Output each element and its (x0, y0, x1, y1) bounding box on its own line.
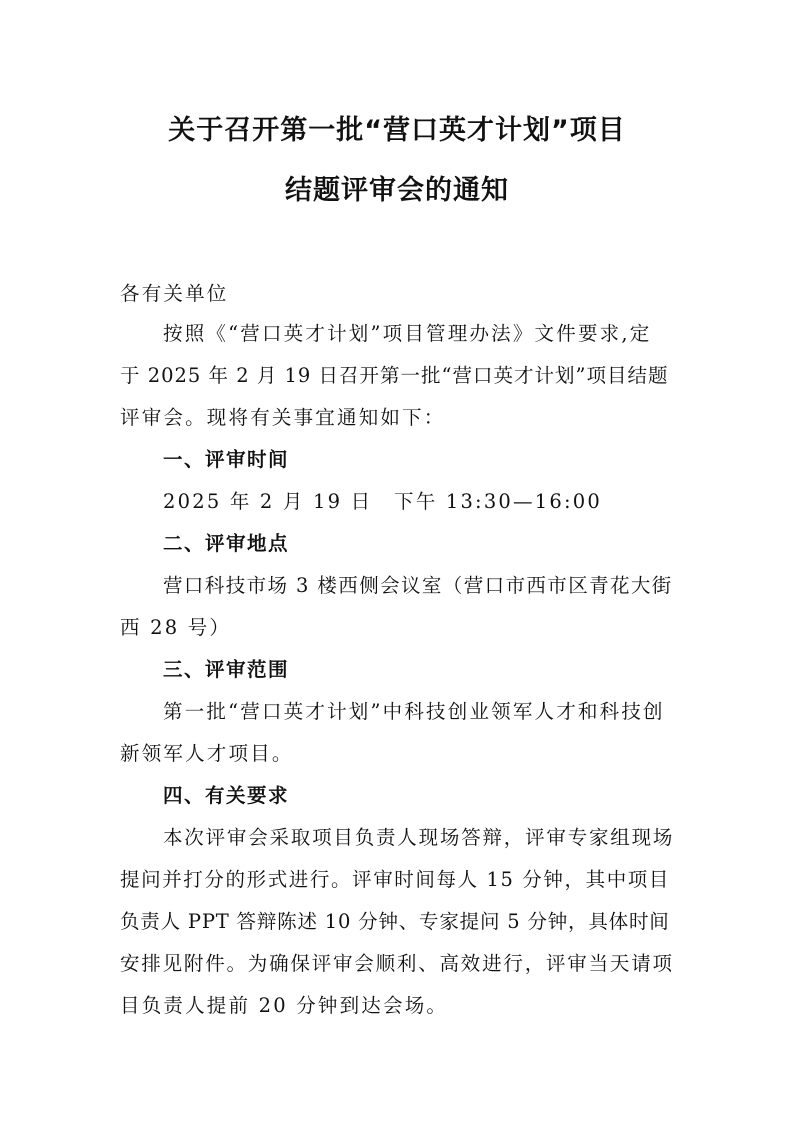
section-scope-text-1: 第一批“营口英才计划”中科技创业领军人才和科技创 (163, 700, 665, 723)
section-heading-location: 二、评审地点 (163, 532, 290, 555)
document-title-line-2: 结题评审会的通知 (285, 175, 509, 206)
section-heading-requirements: 四、有关要求 (163, 784, 290, 807)
section-requirements-text-3: 负责人 PPT 答辩陈述 10 分钟、专家提问 5 分钟，具体时间 (120, 910, 670, 933)
section-heading-scope: 三、评审范围 (163, 658, 290, 681)
intro-line-1: 按照《“营口英才计划”项目管理办法》文件要求,定 (163, 322, 652, 345)
section-location-text-1: 营口科技市场 3 楼西侧会议室（营口市西市区青花大街 (163, 574, 673, 597)
section-requirements-text-2: 提问并打分的形式进行。评审时间每人 15 分钟，其中项目 (120, 868, 671, 891)
document-title-line-1: 关于召开第一批“营口英才计划”项目 (168, 115, 626, 146)
section-scope-text-2: 新领军人才项目。 (120, 742, 294, 765)
salutation: 各有关单位 (120, 282, 229, 305)
section-requirements-text-1: 本次评审会采取项目负责人现场答辩，评审专家组现场 (163, 826, 675, 849)
section-location-text-2: 西 28 号） (120, 616, 232, 639)
intro-line-2: 于 2025 年 2 月 19 日召开第一批“营口英才计划”项目结题 (120, 364, 669, 387)
section-heading-time: 一、评审时间 (163, 448, 290, 471)
section-requirements-text-5: 目负责人提前 20 分钟到达会场。 (120, 994, 449, 1017)
section-time-text: 2025 年 2 月 19 日 下午 13:30—16:00 (163, 490, 602, 513)
intro-line-3: 评审会。现将有关事宜通知如下： (120, 406, 446, 429)
section-requirements-text-4: 安排见附件。为确保评审会顺利、高效进行，评审当天请项 (120, 952, 674, 975)
